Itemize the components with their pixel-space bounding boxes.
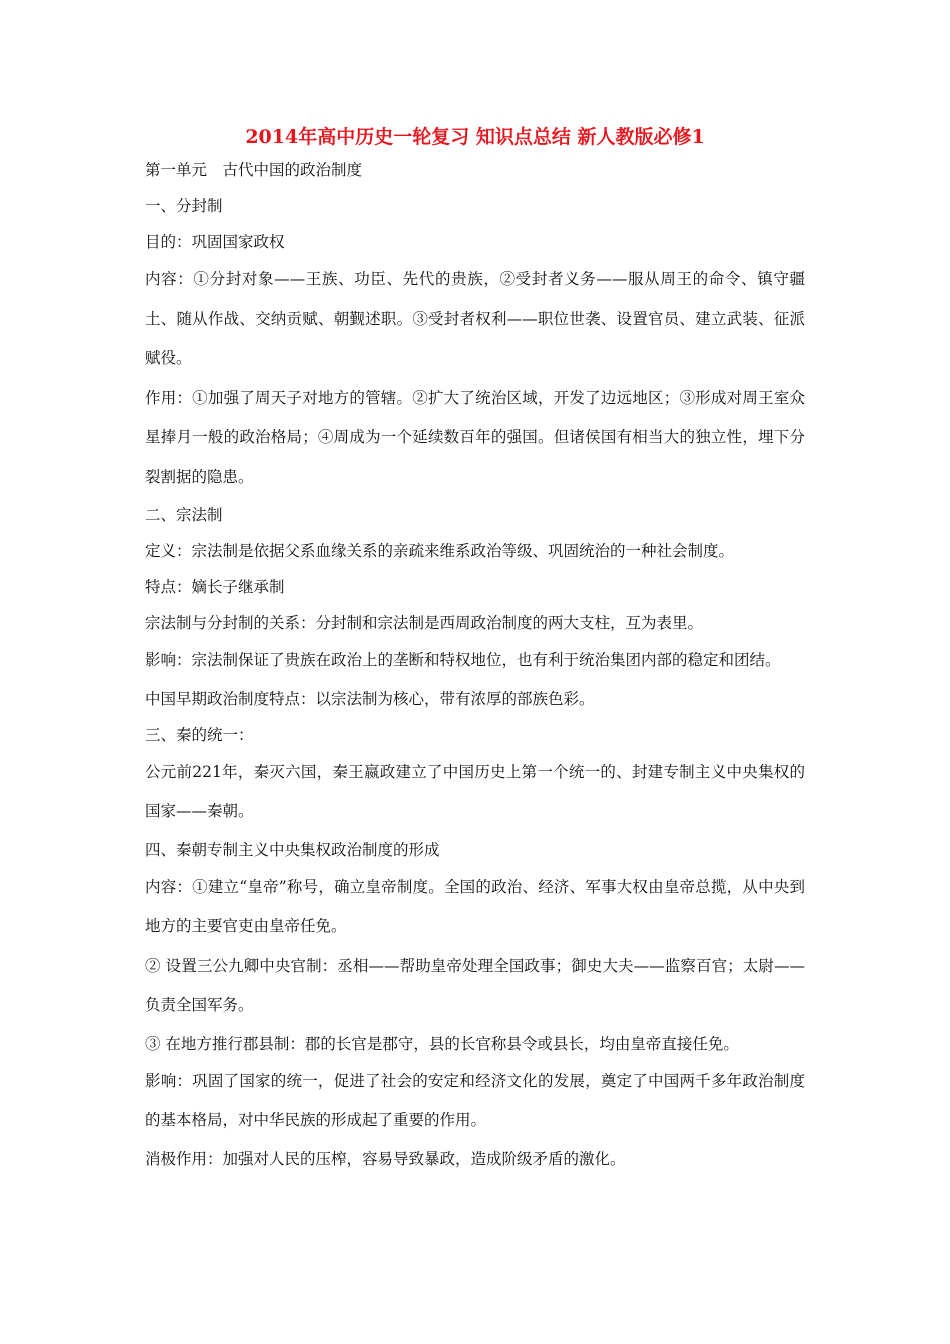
centralization-influence: 影响：巩固了国家的统一，促进了社会的安定和经济文化的发展，奠定了中国两千多年政治制度的基本格局，对中华民族的形成起了重要的作用。 <box>145 1071 805 1129</box>
fenfeng-content: 内容：①分封对象——王族、功臣、先代的贵族，②受封者义务——服从周王的命令、镇守疆土、随从作战、交纳贡赋、朝觐述职。③受封者权利——职位世袭、设置官员、建立武装、征派赋役。 <box>145 270 805 367</box>
zongfa-relation: 宗法制与分封制的关系：分封制和宗法制是西周政治制度的两大支柱，互为表里。 <box>145 614 704 632</box>
qin-unification-text: 公元前221年，秦灭六国，秦王嬴政建立了中国历史上第一个统一的、封建专制主义中央集权的国家——秦朝。 <box>145 762 805 820</box>
section-heading-qin-unification: 三、秦的统一： <box>145 725 254 744</box>
section-heading-fenfeng: 一、分封制 <box>145 197 223 215</box>
document-page <box>145 124 805 1177</box>
document-title: 2014年高中历史一轮复习 知识点总结 新人教版必修1 <box>245 126 705 148</box>
unit-heading: 第一单元 古代中国的政治制度 <box>145 161 363 179</box>
early-political-system: 中国早期政治制度特点：以宗法制为核心，带有浓厚的部族色彩。 <box>145 689 595 708</box>
zongfa-definition: 定义：宗法制是依据父系血缘关系的亲疏来维系政治等级、巩固统治的一种社会制度。 <box>145 542 735 560</box>
fenfeng-effect: 作用：①加强了周天子对地方的管辖。②扩大了统治区域，开发了边远地区；③形成对周王室众星捧月一般的政治格局；④周成为一个延续数百年的强国。但诸侯国有相当大的独立性，埋下分裂割据的隐患。 <box>145 388 805 486</box>
centralization-content-1: 内容：①建立“皇帝”称号，确立皇帝制度。全国的政治、经济、军事大权由皇帝总揽，从中央到地方的主要官吏由皇帝任免。 <box>145 877 805 935</box>
zongfa-influence: 影响：宗法制保证了贵族在政治上的垄断和特权地位，也有利于统治集团内部的稳定和团结。 <box>145 651 781 669</box>
zongfa-feature: 特点：嫡长子继承制 <box>145 578 285 596</box>
centralization-content-3: ③ 在地方推行郡县制：郡的长官是郡守，县的长官称县令或县长，均由皇帝直接任免。 <box>145 1034 739 1053</box>
centralization-content-2: ② 设置三公九卿中央官制：丞相——帮助皇帝处理全国政事；御史大夫——监察百官；太尉——负责全国军务。 <box>145 956 805 1014</box>
section-heading-zongfa: 二、宗法制 <box>145 506 223 524</box>
centralization-negative: 消极作用：加强对人民的压榨，容易导致暴政，造成阶级矛盾的激化。 <box>145 1149 626 1168</box>
fenfeng-purpose: 目的：巩固国家政权 <box>145 233 285 251</box>
section-heading-centralization: 四、秦朝专制主义中央集权政治制度的形成 <box>145 840 440 859</box>
